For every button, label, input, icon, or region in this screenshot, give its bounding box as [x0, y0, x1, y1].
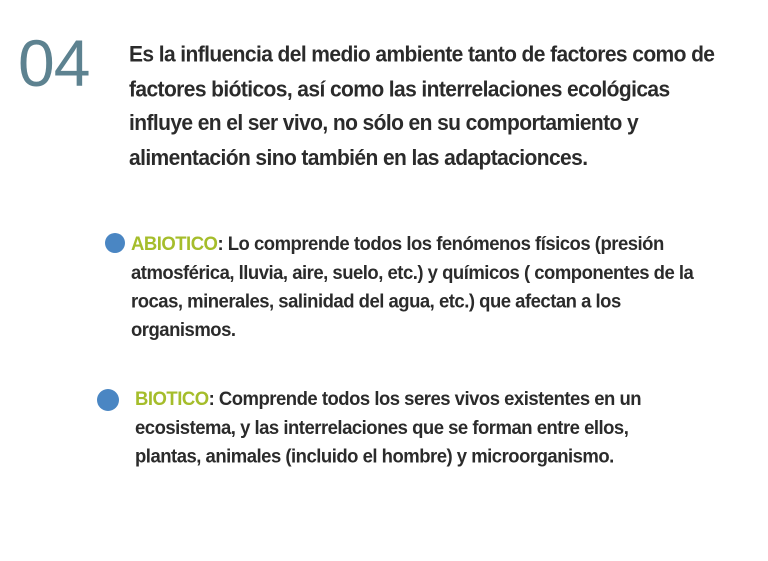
abiotic-text	[131, 229, 711, 343]
biotic-term: BIOTICO	[135, 387, 209, 410]
intro-paragraph: Es la influencia del medio ambiente tanto de factores como de factores bióticos, así como las interrelaciones ecológicas influye en el ser vivo, no sólo en su comportamiento y alimentación sino también en las adaptacionces.	[129, 42, 715, 170]
bullet-circle-icon	[97, 389, 119, 411]
biotic-definition: : Comprende todos los seres vivos existentes en un ecosistema, y las interrelaciones que se forman entre ellos, plantas, animales (incluido el hombre) y microorganismo.	[135, 387, 642, 467]
abiotic-term: ABIOTICO	[131, 232, 218, 255]
abiotic-definition: : Lo comprende todos los fenómenos físicos (presión atmosférica, lluvia, aire, suelo, etc.) y químicos ( componentes de la rocas, minerales, salinidad del agua, etc.) que afectan a los organismos.	[131, 232, 694, 341]
biotic-text	[135, 384, 695, 470]
bullet-circle-icon	[105, 233, 125, 253]
slide-number: 04	[18, 26, 90, 100]
